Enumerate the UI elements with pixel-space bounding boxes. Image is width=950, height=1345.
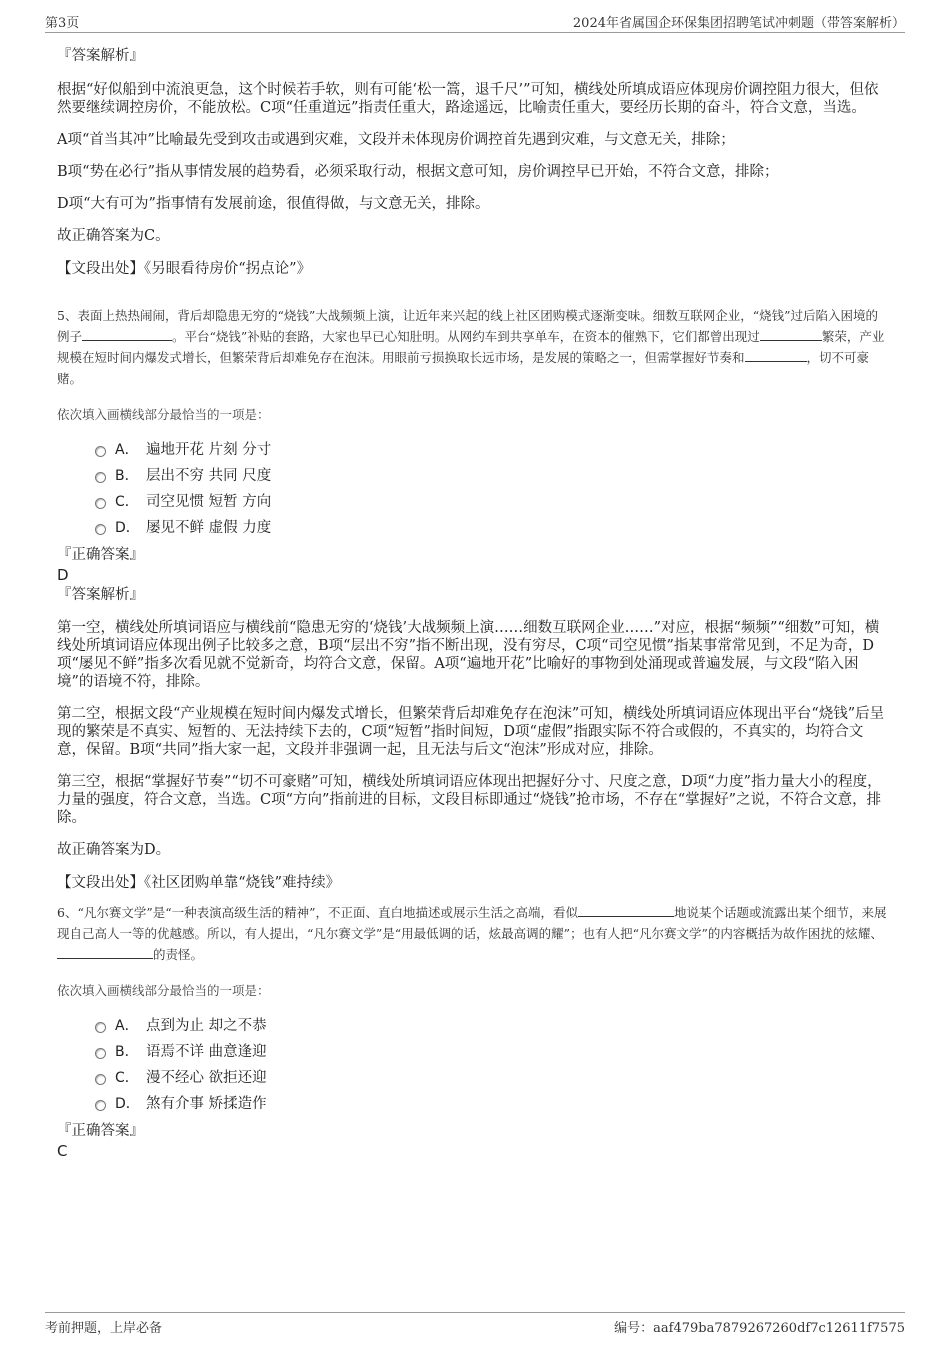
radio-button[interactable] [95, 1048, 106, 1059]
fill-blank [57, 945, 153, 959]
question-prompt: 依次填入画横线部分最恰当的一项是： [57, 407, 270, 422]
source-citation: 【文段出处】《社区团购单靠“烧钱”难持续》 [57, 875, 341, 891]
fill-blank [745, 348, 807, 362]
correct-answer-tag: 『正确答案』 [57, 1123, 144, 1139]
correct-answer: C [57, 1142, 68, 1160]
option-a[interactable]: A． 遍地开花 片刻 分寸 [95, 437, 887, 463]
analysis-tag: 『答案解析』 [57, 587, 144, 603]
page-number: 第3页 [45, 16, 80, 31]
option-b[interactable]: B． 层出不穷 共同 尺度 [95, 463, 887, 489]
option-d[interactable]: D． 煞有介事 矫揉造作 [95, 1091, 887, 1117]
document-title: 2024年省属国企环保集团招聘笔试冲刺题（带答案解析） [572, 16, 905, 31]
question-5-text: 5、表面上热热闹闹，背后却隐患无穷的“烧钱”大战频频上演，让近年来兴起的线上社区团购模式逐渐变味。细数互联网企业，“烧钱”过后陷入困境的例子 。平台“烧钱”补贴的套路，大家也早已心知肚明。从网约车到共享单车，在资本的催熟下，它们都曾出现过 繁荣，产业规模在短时间内爆发式增长，但繁荣背后却难免存在泡沫。用眼前亏损换取长远市场，是发展的策略之一，但需掌握好节奏和 ，切不可豪赌。 [57, 308, 885, 386]
footer-slogan: 考前押题，上岸必备 [45, 1321, 163, 1336]
radio-button[interactable] [95, 446, 106, 457]
correct-answer: D [57, 566, 69, 584]
question-6-text: 6、“凡尔赛文学”是“一种表演高级生活的精神”，不正面、直白地描述或展示生活之高端，看似 地说某个话题或流露出某个细节，来展现自己高人一等的优越感。所以，有人提出，“凡尔赛文学”是“用最低调的话，炫最高调的耀”；也有人把“凡尔赛文学”的内容概括为故作困扰的炫耀、的责怪。 [57, 905, 887, 962]
correct-answer-tag: 『正确答案』 [57, 547, 144, 563]
radio-button[interactable] [95, 1022, 106, 1033]
analysis-paragraph: 第三空，根据“掌握好节奏”“切不可豪赌”可知，横线处所填词语应体现出把握好分寸、尺度之意，D项“力度”指力量大小的程度，力量的强度，符合文意，当选。C项“方向”指前进的目标，文段目标即通过“烧钱”抢市场，不存在“掌握好”之说，不符合文意，排除。 [57, 774, 882, 826]
source-citation: 【文段出处】《另眼看待房价“拐点论”》 [57, 261, 312, 277]
conclusion: 故正确答案为D。 [57, 842, 171, 858]
option-d[interactable]: D． 屡见不鲜 虚假 力度 [95, 515, 887, 541]
analysis-paragraph: D项“大有可为”指事情有发展前途，很值得做，与文意无关，排除。 [57, 196, 490, 212]
analysis-paragraph: B项“势在必行”指从事情发展的趋势看，必须采取行动，根据文意可知，房价调控早已开始，不符合文意，排除； [57, 164, 779, 180]
analysis-paragraph: A项“首当其冲”比喻最先受到攻击或遇到灾难，文段并未体现房价调控首先遇到灾难，与文意无关，排除； [57, 132, 735, 148]
radio-button[interactable] [95, 498, 106, 509]
question-5-options [95, 437, 887, 541]
analysis-tag: 『答案解析』 [57, 48, 144, 64]
document-code: 编号：aaf479ba7879267260df7c12611f7575 [614, 1321, 905, 1336]
analysis-paragraph: 第一空，横线处所填词语应与横线前“隐患无穷的‘烧钱’大战频频上演……细数互联网企业……”对应，根据“频频”“细数”可知，横线处所填词语应体现出例子比较多之意，B项“层出不穷”指不断出现，没有穷尽，C项“司空见惯”指某事常常见到，不足为奇，D项“屡见不鲜”指多次看见就不觉新奇，均符合文意，保留。A项“遍地开花”比喻好的事物到处涌现或普遍发展，与文段“陷入困境”的语境不符，排除。 [57, 620, 880, 690]
radio-button[interactable] [95, 1100, 106, 1111]
option-b[interactable]: B． 语焉不详 曲意逢迎 [95, 1039, 887, 1065]
analysis-paragraph: 根据“好似船到中流浪更急，这个时候若手软，则有可能‘松一篙，退千尺’”可知，横线处所填成语应体现房价调控阻力很大，但依然要继续调控房价，不能放松。C项“任重道远”指责任重大，路途遥远，比喻责任重大，要经历长期的奋斗，符合文意，当选。 [57, 82, 879, 116]
document-body [57, 44, 887, 1161]
fill-blank [578, 903, 674, 917]
radio-button[interactable] [95, 1074, 106, 1085]
page-header [45, 10, 905, 33]
option-a[interactable]: A． 点到为止 却之不恭 [95, 1013, 887, 1039]
analysis-paragraph: 第二空，根据文段“产业规模在短时间内爆发式增长，但繁荣背后却难免存在泡沫”可知，横线处所填词语应体现出平台“烧钱”后呈现的繁荣是不真实、短暂的、无法持续下去的，C项“短暂”指时间短，D项“虚假”指跟实际不符合或假的，不真实的，均符合文意，保留。B项“共同”指大家一起，文段并非强调一起，且无法与后文“泡沫”形成对应，排除。 [57, 706, 885, 758]
radio-button[interactable] [95, 472, 106, 483]
radio-button[interactable] [95, 524, 106, 535]
option-c[interactable]: C． 司空见惯 短暂 方向 [95, 489, 887, 515]
fill-blank [760, 327, 822, 341]
page-footer [45, 1312, 905, 1335]
question-6-options [95, 1013, 887, 1117]
question-prompt: 依次填入画横线部分最恰当的一项是： [57, 983, 270, 998]
option-c[interactable]: C． 漫不经心 欲拒还迎 [95, 1065, 887, 1091]
conclusion: 故正确答案为C。 [57, 228, 170, 244]
fill-blank [82, 327, 172, 341]
